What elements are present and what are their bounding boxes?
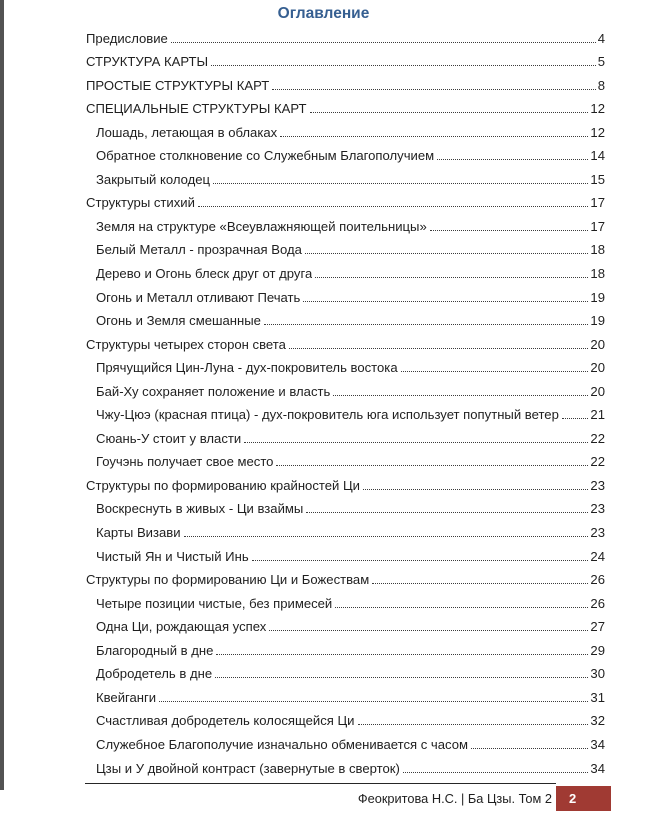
dot-leader: [215, 677, 588, 678]
toc-entry[interactable]: [86, 69, 605, 93]
toc-entry-page: 31: [590, 689, 605, 705]
toc-entry-label: Белый Металл - прозрачная Вода: [96, 242, 302, 258]
toc-entry[interactable]: [86, 493, 605, 517]
toc-entry[interactable]: [86, 116, 605, 140]
toc-entry[interactable]: [86, 516, 605, 540]
toc-entry[interactable]: [86, 352, 605, 376]
dot-leader: [289, 348, 589, 349]
toc-entry-page: 22: [590, 454, 605, 470]
toc-entry-page: 23: [590, 477, 605, 493]
dot-leader: [401, 371, 589, 372]
toc-entry[interactable]: [86, 163, 605, 187]
toc-entry-label: Структуры стихий: [86, 195, 195, 211]
dot-leader: [244, 442, 588, 443]
dot-leader: [562, 418, 589, 419]
toc-entry[interactable]: [86, 305, 605, 329]
toc-entry[interactable]: [86, 22, 605, 46]
toc-entry-page: 30: [590, 666, 605, 682]
toc-title: Оглавление: [277, 5, 370, 22]
toc-entry-label: Дерево и Огонь блеск друг от друга: [96, 266, 313, 282]
dot-leader: [159, 701, 588, 702]
toc-entry-page: 5: [597, 54, 605, 70]
toc-entry[interactable]: [86, 469, 605, 493]
toc-entry-page: 19: [590, 313, 605, 329]
toc-entry[interactable]: [86, 187, 605, 211]
toc-entry-label: Огонь и Металл отливают Печать: [96, 289, 301, 305]
toc-entry-page: 20: [590, 360, 605, 376]
toc-entry[interactable]: [86, 257, 605, 281]
toc-entry-page: 20: [590, 336, 605, 352]
toc-entry-label: Добродетель в дне: [96, 666, 213, 682]
toc-entry-label: ПРОСТЫЕ СТРУКТУРЫ КАРТ: [86, 77, 270, 93]
dot-leader: [305, 253, 589, 254]
footer-page-number-box: [556, 786, 611, 811]
dot-leader: [216, 654, 588, 655]
toc-entry[interactable]: [86, 705, 605, 729]
toc-entry-label: Структуры по формированию крайностей Ци: [86, 477, 360, 493]
dot-leader: [184, 536, 589, 537]
dot-leader: [372, 583, 588, 584]
toc-entry[interactable]: [86, 140, 605, 164]
dot-leader: [264, 324, 588, 325]
toc-entry-label: СТРУКТУРА КАРТЫ: [86, 54, 209, 70]
dot-leader: [276, 465, 588, 466]
dot-leader: [437, 159, 588, 160]
toc-entry-page: 32: [590, 713, 605, 729]
toc-entry-label: Квейганги: [96, 689, 157, 705]
toc-entry-label: Бай-Ху сохраняет положение и власть: [96, 383, 331, 399]
dot-leader: [198, 206, 589, 207]
toc-entry-label: Одна Ци, рождающая успех: [96, 619, 267, 635]
toc-entry-page: 12: [590, 101, 605, 117]
footer-page-number: 2: [569, 791, 577, 806]
toc-entry[interactable]: [86, 681, 605, 705]
toc-entry-label: Счастливая добродетель колосящейся Ци: [96, 713, 355, 729]
toc-entry-page: 8: [597, 77, 605, 93]
toc-entry[interactable]: [86, 564, 605, 588]
toc-entry-label: Цзы и У двойной контраст (завернутые в сверток): [96, 760, 400, 776]
footer-divider: [85, 783, 556, 784]
dot-leader: [269, 630, 588, 631]
toc-entry-page: 21: [590, 407, 605, 423]
toc-entry[interactable]: [86, 611, 605, 635]
toc-entry-label: Служебное Благополучие изначально обменивается с часом: [96, 736, 468, 752]
toc-entry-page: 4: [597, 30, 605, 46]
toc-entry[interactable]: [86, 210, 605, 234]
toc-entry[interactable]: [86, 375, 605, 399]
toc-entry[interactable]: [86, 587, 605, 611]
dot-leader: [306, 512, 588, 513]
toc-entry-label: Сюань-У стоит у власти: [96, 430, 242, 446]
toc-entry-page: 20: [590, 383, 605, 399]
dot-leader: [335, 607, 588, 608]
dot-leader: [213, 183, 588, 184]
dot-leader: [252, 560, 589, 561]
toc-entry-page: 15: [590, 171, 605, 187]
toc-entry-label: Структуры по формированию Ци и Божествам: [86, 572, 370, 588]
toc-entry[interactable]: [86, 728, 605, 752]
toc-entry[interactable]: [86, 422, 605, 446]
toc-entry[interactable]: [86, 281, 605, 305]
toc-entry-page: 18: [590, 242, 605, 258]
dot-leader: [280, 136, 588, 137]
toc-entry-label: Воскреснуть в живых - Ци взаймы: [96, 501, 304, 517]
toc-entry-label: Гоучэнь получает свое место: [96, 454, 274, 470]
toc-entry-page: 17: [590, 218, 605, 234]
footer-author-text: Феокритова Н.С. | Ба Цзы. Том 2: [357, 791, 552, 806]
dot-leader: [211, 65, 596, 66]
toc-entry[interactable]: [86, 234, 605, 258]
toc-entry-page: 24: [590, 548, 605, 564]
toc-entry-label: Четыре позиции чистые, без примесей: [96, 595, 333, 611]
toc-entry[interactable]: [86, 328, 605, 352]
dot-leader: [310, 112, 589, 113]
toc-entry[interactable]: [86, 46, 605, 70]
toc-list: [86, 22, 605, 776]
toc-entry-page: 29: [590, 642, 605, 658]
toc-entry[interactable]: [86, 93, 605, 117]
toc-entry-label: СПЕЦИАЛЬНЫЕ СТРУКТУРЫ КАРТ: [86, 101, 307, 117]
toc-entry-label: Прячущийся Цин-Луна - дух-покровитель востока: [96, 360, 398, 376]
dot-leader: [272, 89, 595, 90]
toc-entry-page: 23: [590, 525, 605, 541]
dot-leader: [303, 301, 588, 302]
toc-entry-label: Предисловие: [86, 30, 168, 46]
toc-entry-page: 26: [590, 595, 605, 611]
toc-entry-page: 14: [590, 148, 605, 164]
toc-entry-page: 23: [590, 501, 605, 517]
dot-leader: [333, 395, 588, 396]
dot-leader: [315, 277, 588, 278]
toc-entry-label: Чистый Ян и Чистый Инь: [96, 548, 249, 564]
dot-leader: [471, 748, 588, 749]
toc-entry[interactable]: [86, 540, 605, 564]
dot-leader: [430, 230, 589, 231]
toc-entry[interactable]: [86, 399, 605, 423]
toc-entry-label: Благородный в дне: [96, 642, 214, 658]
toc-entry-page: 22: [590, 430, 605, 446]
page-edge-strip: [0, 0, 4, 790]
toc-entry-page: 17: [590, 195, 605, 211]
toc-entry-label: Лошадь, летающая в облаках: [96, 124, 278, 140]
toc-entry-page: 12: [590, 124, 605, 140]
toc-entry-label: Карты Визави: [96, 525, 181, 541]
toc-entry[interactable]: [86, 752, 605, 776]
toc-entry-label: Закрытый колодец: [96, 171, 211, 187]
toc-entry-label: Структуры четырех сторон света: [86, 336, 286, 352]
toc-entry-label: Земля на структуре «Всеувлажняющей поительницы»: [96, 218, 427, 234]
toc-entry[interactable]: [86, 446, 605, 470]
toc-entry-page: 26: [590, 572, 605, 588]
toc-entry-label: Огонь и Земля смешанные: [96, 313, 261, 329]
dot-leader: [171, 42, 596, 43]
toc-entry-page: 18: [590, 266, 605, 282]
toc-entry-label: Чжу-Цюэ (красная птица) - дух-покровитель юга использует попутный ветер: [96, 407, 559, 423]
toc-entry-page: 34: [590, 736, 605, 752]
toc-entry-label: Обратное столкновение со Служебным Благополучием: [96, 148, 435, 164]
toc-entry[interactable]: [86, 634, 605, 658]
dot-leader: [363, 489, 588, 490]
toc-entry-page: 34: [590, 760, 605, 776]
toc-entry-page: 19: [590, 289, 605, 305]
dot-leader: [358, 724, 589, 725]
toc-entry-page: 27: [590, 619, 605, 635]
dot-leader: [403, 772, 589, 773]
toc-entry[interactable]: [86, 658, 605, 682]
